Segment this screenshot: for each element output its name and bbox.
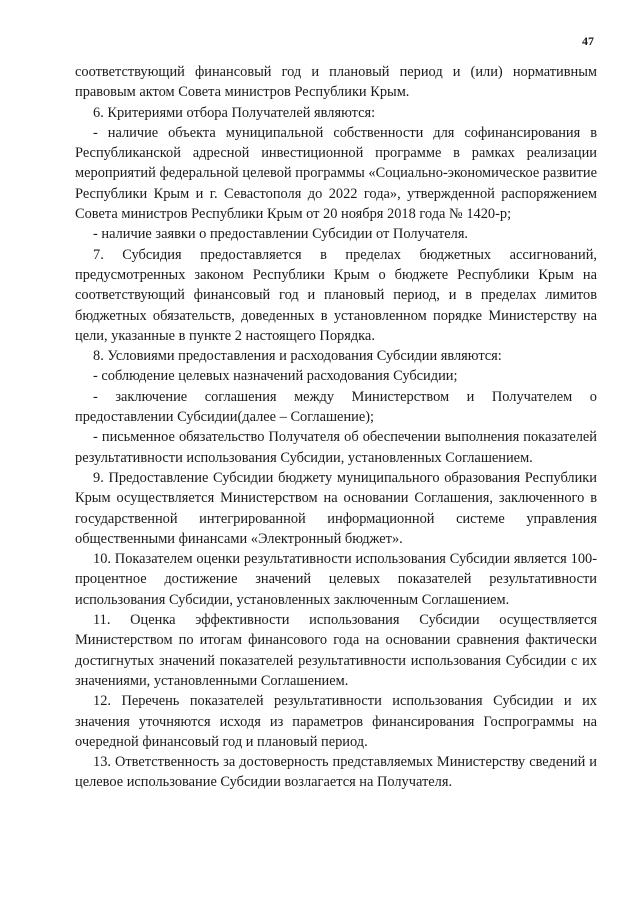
- paragraph-11: 11. Оценка эффективности использования Субсидии осуществляется Министерством по итогам финансового года на основании сравнения фактически достигнутых значений показателей результативности использования Субсидии с их значениями, установленными Соглашением.: [75, 612, 597, 689]
- paragraph-continuation: соответствующий финансовый год и плановый период и (или) нормативным правовым актом Совета министров Республики Крым.: [75, 64, 597, 101]
- document-body: [75, 62, 597, 793]
- paragraph-6-item-2: - наличие заявки о предоставлении Субсидии от Получателя.: [93, 226, 469, 243]
- paragraph-8-item-2: - заключение соглашения между Министерством и Получателем о предоставлении Субсидии(далее – Соглашение);: [75, 388, 597, 426]
- paragraph-6-item-1: - наличие объекта муниципальной собственности для софинансирования в Республиканской адресной инвестиционной программе в рамках реализации мероприятий федеральной целевой программы «Социально-экономическое развитие Республики Крым и г. Севастополя до 2022 года», утвержденной распоряжением Совета министров Республики Крым от 20 ноября 2018 года № 1420-р;: [75, 124, 597, 223]
- page-number: 47: [582, 34, 594, 48]
- paragraph-8-item-3: - письменное обязательство Получателя об обеспечении выполнения показателей результативности использования Субсидии, установленных Соглашением.: [75, 429, 597, 466]
- paragraph-12: 12. Перечень показателей результативности использования Субсидии и их значения уточняются исходя из параметров финансирования Госпрограммы на очередной финансовый год и плановый период.: [75, 693, 597, 750]
- paragraph-7: 7. Субсидия предоставляется в пределах бюджетных ассигнований, предусмотренных законом Республики Крым о бюджете Республики Крым на соответствующий финансовый год и плановый период, и в пределах лимитов бюджетных обязательств, доведенных в установленном порядке Министерству на цели, указанные в пункте 2 настоящего Порядка.: [75, 246, 597, 344]
- paragraph-10: 10. Показателем оценки результативности использования Субсидии является 100-процентное достижение значений целевых показателей результативности использования Субсидии, установленных заключенным Соглашением.: [75, 551, 597, 608]
- paragraph-13: 13. Ответственность за достоверность представляемых Министерству сведений и целевое использование Субсидии возлагается на Получателя.: [75, 754, 597, 791]
- paragraph-8-heading: 8. Условиями предоставления и расходования Субсидии являются:: [93, 348, 502, 365]
- paragraph-6-heading: 6. Критериями отбора Получателей являются:: [93, 104, 376, 121]
- paragraph-9: 9. Предоставление Субсидии бюджету муниципального образования Республики Крым осуществляется Министерством на основании Соглашения, заключенного в государственной интегрированной информационной системе управления общественными финансами «Электронный бюджет».: [75, 469, 597, 547]
- paragraph-8-item-1: - соблюдение целевых назначений расходования Субсидии;: [93, 368, 458, 385]
